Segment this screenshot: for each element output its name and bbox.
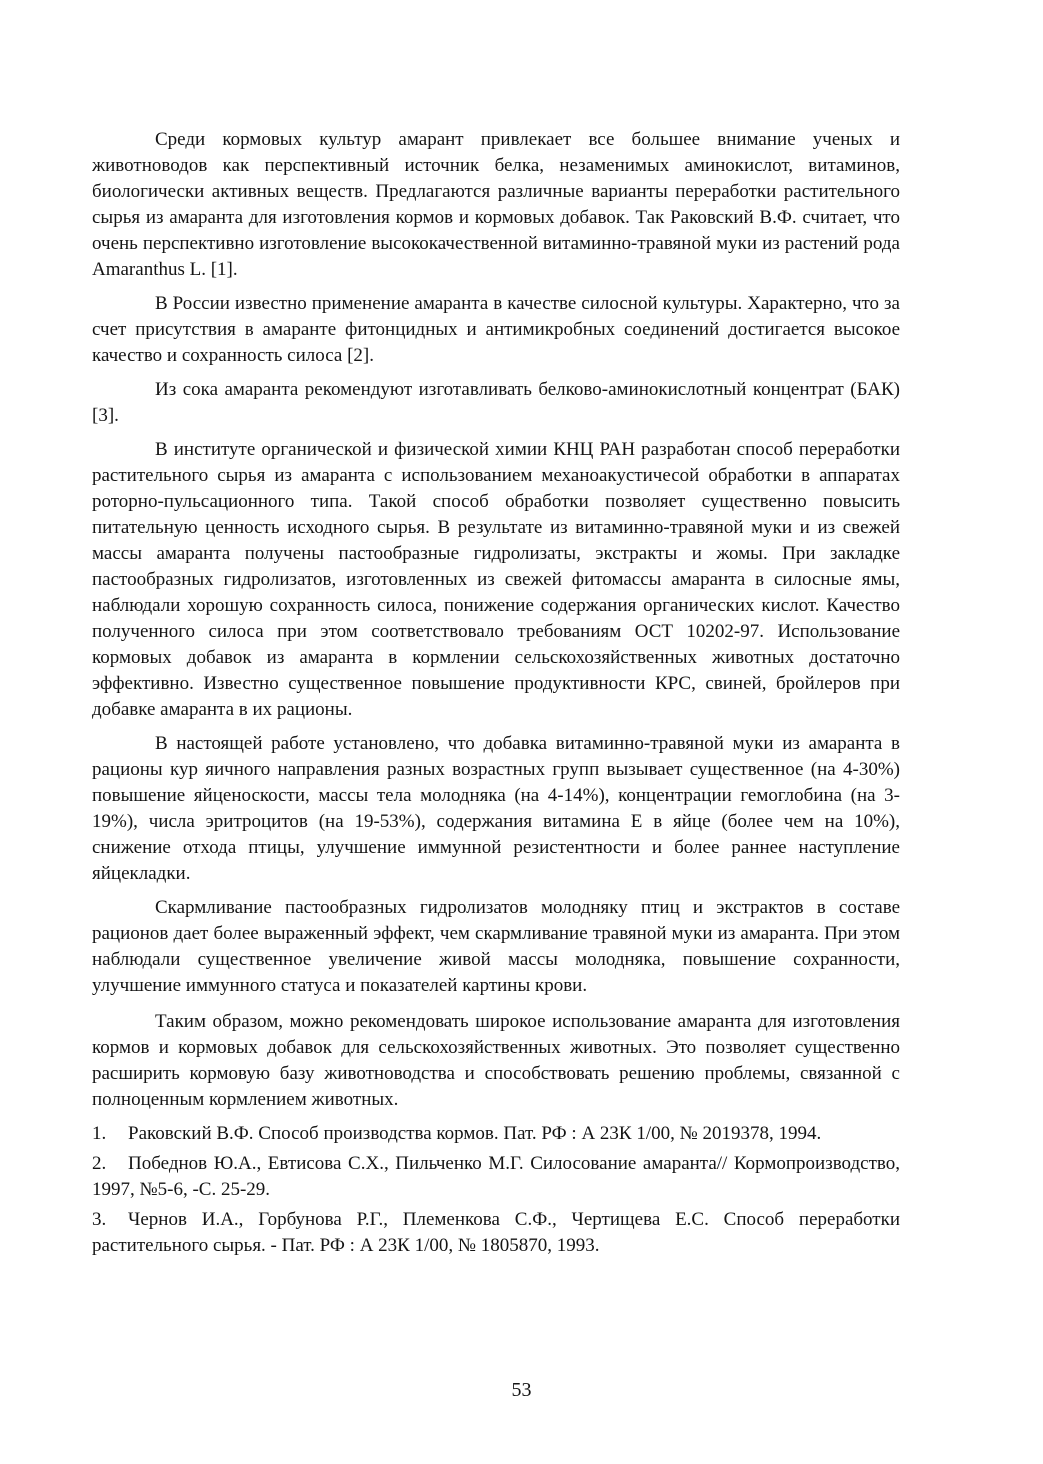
reference-item — [92, 1207, 900, 1259]
page-number: 53 — [511, 1379, 532, 1401]
paragraph-7: Таким образом, можно рекомендовать широкое использование амаранта для изготовления кормов и кормовых добавок для сельскохозяйственных животных. Это позволяет существенно расширить кормовую базу животноводства и способствовать решению проблемы, связанной с полноценным кормлением животных. — [92, 1011, 900, 1110]
reference-number: 1. — [92, 1123, 107, 1144]
paragraph-5: В настоящей работе установлено, что добавка витаминно-травяной муки из амаранта в рационы кур яичного направления разных возрастных групп вызывает существенное (на 4-30%) повышение яйценоскости, массы тела молодняка (на 4-14%), концентрации гемоглобина (на 3-19%), числа эритроцитов (на 19-53%), содержания витамина Е в яйце (более чем на 10%), снижение отхода птицы, улучшение иммунной резистентности и более раннее наступление яйцекладки. — [92, 733, 900, 884]
reference-item — [92, 1151, 900, 1203]
reference-list — [92, 1121, 900, 1259]
reference-item — [92, 1121, 900, 1147]
paragraph-2: В России известно применение амаранта в качестве силосной культуры. Характерно, что за счет присутствия в амаранте фитонцидных и антимикробных соединений достигается высокое качество и сохранность силоса [2]. — [92, 293, 900, 366]
reference-number: 2. — [92, 1153, 107, 1174]
reference-text: Победнов Ю.А., Евтисова С.Х., Пильченко М.Г. Силосование амаранта// Кормопроизводство, 1997, №5-6, -С. 25-29. — [92, 1153, 900, 1200]
paragraph-3: Из сока амаранта рекомендуют изготавливать белково-аминокислотный концентрат (БАК) [3]. — [92, 379, 900, 426]
paragraph-4: В институте органической и физической химии КНЦ РАН разработан способ переработки растительного сырья из амаранта с использованием механоакустичесой обработки в аппаратах роторно-пульсационного типа. Такой способ обработки позволяет существенно повысить питательную ценность исходного сырья. В результате из витаминно-травяной муки и из свежей массы амаранта получены пастообразные гидролизаты, экстракты и жомы. При закладке пастообразных гидролизатов, изготовленных из свежей фитомассы амаранта в силосные ямы, наблюдали хорошую сохранность силоса, понижение содержания органических кислот. Качество полученного силоса при этом соответствовало требованиям ОСТ 10202-97. Использование кормовых добавок из амаранта в кормлении сельскохозяйственных животных достаточно эффективно. Известно существенное повышение продуктивности КРС, свиней, бройлеров при добавке амаранта в их рационы. — [92, 439, 900, 720]
paragraph-1: Среди кормовых культур амарант привлекает все большее внимание ученых и животноводов как перспективный источник белка, незаменимых аминокислот, витаминов, биологически активных веществ. Предлагаются различные варианты переработки растительного сырья из амаранта для изготовления кормов и кормовых добавок. Так Раковский В.Ф. считает, что очень перспективно изготовление высококачественной витаминно-травяной муки из растений рода Amaranthus L. [1]. — [92, 129, 900, 280]
reference-number: 3. — [92, 1209, 107, 1230]
body-text — [92, 127, 900, 1263]
paragraph-6: Скармливание пастообразных гидролизатов молодняку птиц и экстрактов в составе рационов дает более выраженный эффект, чем скармливание травяной муки из амаранта. При этом наблюдали существенное увеличение живой массы молодняка, повышение сохранности, улучшение иммунного статуса и показателей картины крови. — [92, 897, 900, 996]
reference-text: Чернов И.А., Горбунова Р.Г., Племенкова С.Ф., Чертищева Е.С. Способ переработки растительного сырья. - Пат. РФ : А 23К 1/00, № 1805870, 1993. — [92, 1209, 900, 1256]
reference-text: Раковский В.Ф. Способ производства кормов. Пат. РФ : А 23К 1/00, № 2019378, 1994. — [128, 1123, 822, 1144]
